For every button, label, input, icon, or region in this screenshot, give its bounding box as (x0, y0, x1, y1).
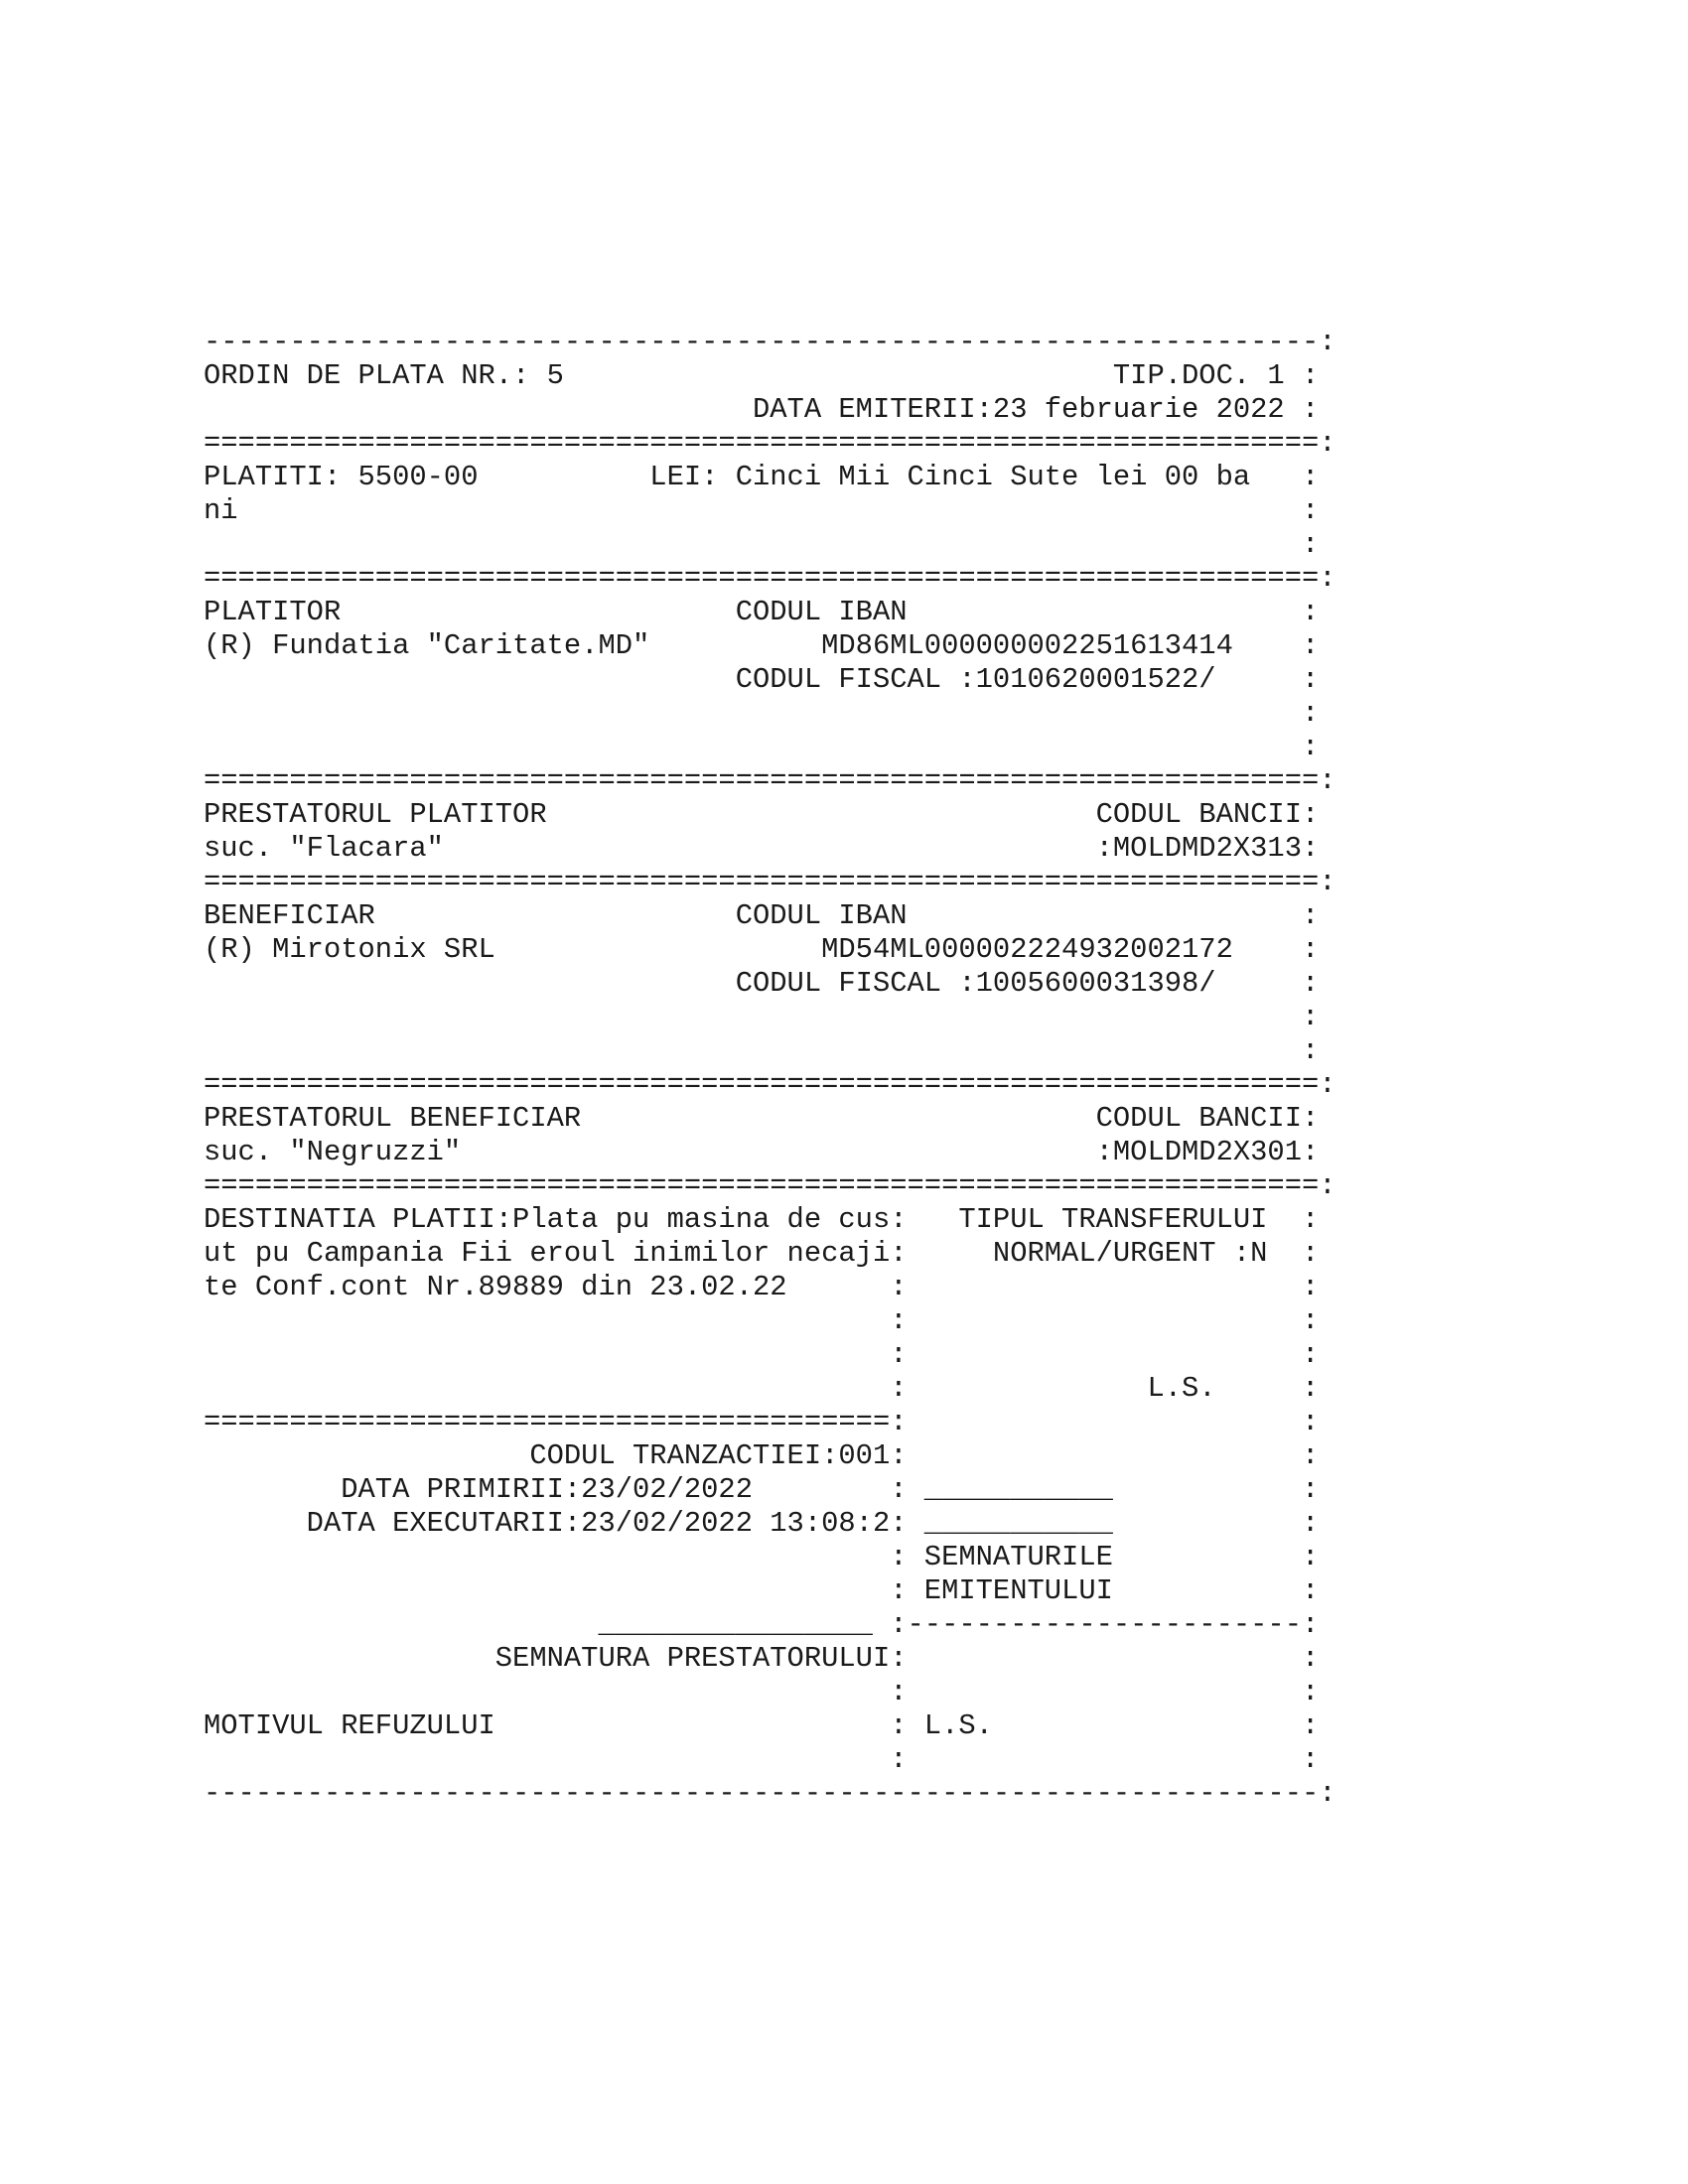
payment-purpose-line-3: te Conf.cont Nr.89889 din 23.02.22 : : (204, 1271, 1320, 1303)
refusal-reason: MOTIVUL REFUZULUI : L.S. : (204, 1709, 1320, 1742)
separator: =================================================================: (204, 562, 1336, 595)
payer-fiscal-code: CODUL FISCAL :1010620001522/ : (204, 663, 1320, 696)
blank-row: : : (204, 1304, 1320, 1337)
bottom-border: -----------------------------------------------------------------: (204, 1777, 1336, 1810)
blank-row: : (204, 731, 1320, 763)
separator: ========================================: : (204, 1406, 1320, 1438)
execution-date: DATA EXECUTARII:23/02/2022 13:08:2: ___________ : (204, 1507, 1320, 1540)
separator: =================================================================: (204, 427, 1336, 460)
order-number-line: ORDIN DE PLATA NR.: 5 TIP.DOC. 1 : (204, 359, 1320, 392)
transaction-code: CODUL TRANZACTIEI:001: : (204, 1439, 1320, 1472)
blank-row: : (204, 528, 1320, 561)
blank-row: : : (204, 1338, 1320, 1371)
payment-purpose-line-1: DESTINATIA PLATII:Plata pu masina de cus: TIPUL TRANSFERULUI : (204, 1203, 1320, 1236)
payment-purpose-line-2: ut pu Campania Fii eroul inimilor necaji: NORMAL/URGENT :N : (204, 1237, 1320, 1270)
payer-bank-code: suc. "Flacara" :MOLDMD2X313: (204, 832, 1320, 865)
beneficiary-header: BENEFICIAR CODUL IBAN : (204, 899, 1320, 932)
blank-row: : (204, 1034, 1320, 1067)
blank-row: : (204, 1001, 1320, 1033)
beneficiary-name-iban: (R) Mirotonix SRL MD54ML000002224932002172 : (204, 933, 1320, 966)
blank-row: : : (204, 1743, 1320, 1776)
beneficiary-bank-header: PRESTATORUL BENEFICIAR CODUL BANCII: (204, 1102, 1320, 1135)
issue-date-line: DATA EMITERII:23 februarie 2022 : (204, 393, 1320, 426)
blank-row: : : (204, 1676, 1320, 1708)
separator: =================================================================: (204, 1068, 1336, 1101)
beneficiary-bank-code: suc. "Negruzzi" :MOLDMD2X301: (204, 1136, 1320, 1168)
amount-line: PLATITI: 5500-00 LEI: Cinci Mii Cinci Sute lei 00 ba : (204, 461, 1320, 493)
blank-row: : (204, 697, 1320, 730)
payer-bank-header: PRESTATORUL PLATITOR CODUL BANCII: (204, 798, 1320, 831)
separator: =================================================================: (204, 866, 1336, 898)
payer-header: PLATITOR CODUL IBAN : (204, 596, 1320, 628)
beneficiary-fiscal-code: CODUL FISCAL :1005600031398/ : (204, 967, 1320, 1000)
provider-signature-line: ________________ :-----------------------: (204, 1608, 1320, 1641)
provider-signature-label: SEMNATURA PRESTATORULUI: : (204, 1642, 1320, 1675)
separator: =================================================================: (204, 1169, 1336, 1202)
separator: =================================================================: (204, 764, 1336, 797)
payer-name-iban: (R) Fundatia "Caritate.MD" MD86ML000000002251613414 : (204, 629, 1320, 662)
stamp-placeholder: : L.S. : (204, 1372, 1320, 1405)
receipt-date: DATA PRIMIRII:23/02/2022 : ___________ : (204, 1473, 1320, 1506)
amount-words-continuation: ni : (204, 494, 1320, 527)
issuer-label: : EMITENTULUI : (204, 1574, 1320, 1607)
top-border: -----------------------------------------------------------------: (204, 326, 1336, 358)
issuer-signatures-label: : SEMNATURILE : (204, 1541, 1320, 1573)
